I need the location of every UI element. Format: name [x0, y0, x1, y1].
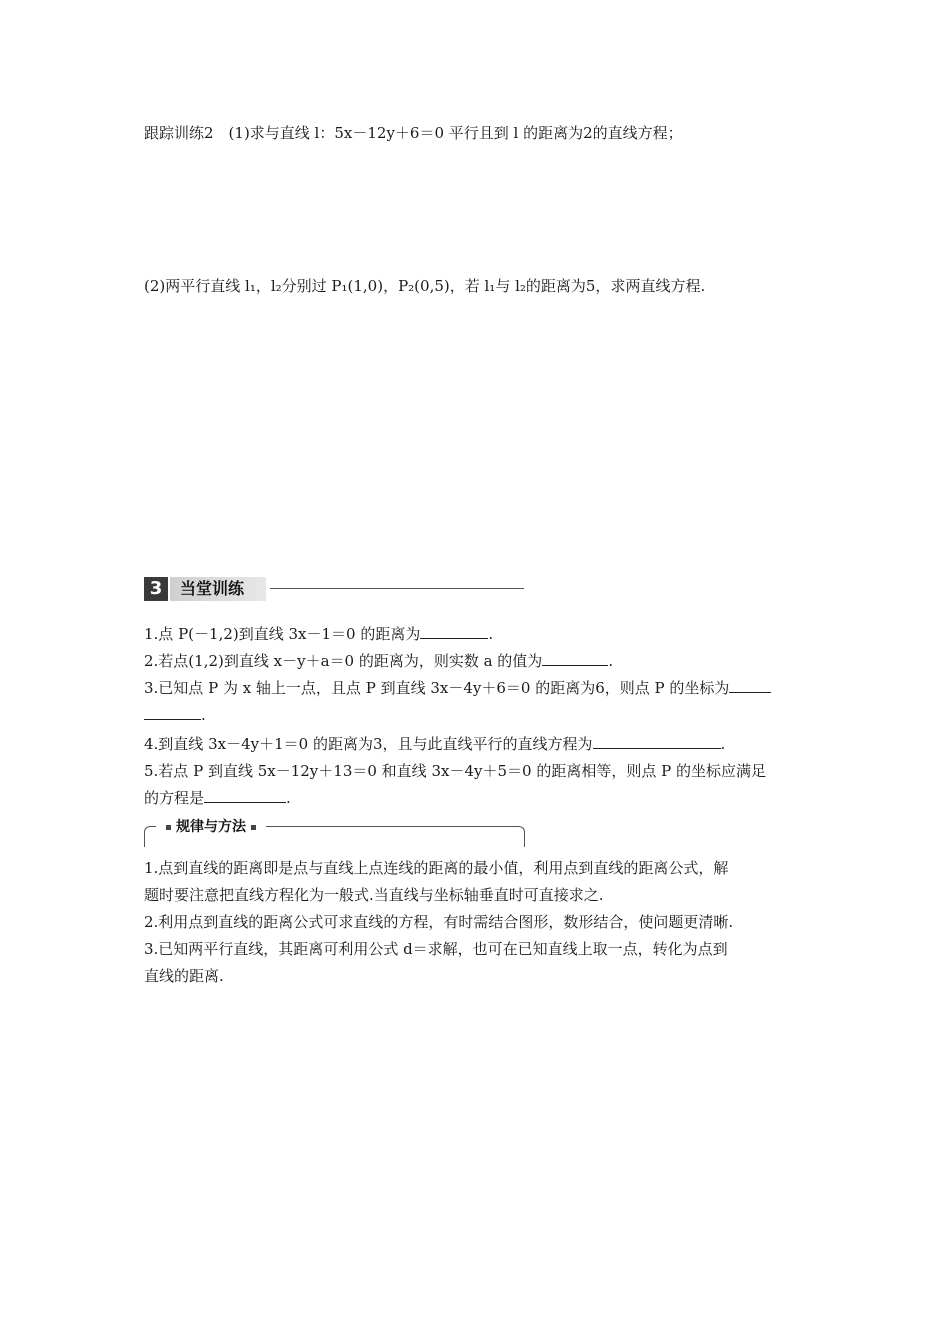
q1-text: 1.点 P(－1,2)到直线 3x－1＝0 的距离为	[144, 625, 421, 643]
section3-number: 3	[144, 577, 168, 601]
method-line-2: 题时要注意把直线方程化为一般式.当直线与坐标轴垂直时可直接求之.	[144, 886, 604, 904]
square-bullet-icon	[251, 825, 256, 830]
practice-q3-line1	[144, 676, 771, 700]
section3-header	[144, 577, 524, 603]
practice-q4	[144, 732, 725, 756]
q2-answer-blank[interactable]	[542, 651, 608, 666]
method-line-1: 1.点到直线的距离即是点与直线上点连线的距离的最小值，利用点到直线的距离公式，解	[144, 859, 729, 877]
q5-answer-blank[interactable]	[204, 788, 286, 803]
q2-text: 2.若点(1,2)到直线 x－y＋a＝0 的距离为，则实数 a 的值为	[144, 652, 543, 670]
q1-answer-blank[interactable]	[420, 624, 488, 639]
section3-title: 当堂训练	[180, 579, 245, 598]
q3-answer-blank-part2[interactable]	[144, 705, 201, 720]
method-line-3: 2.利用点到直线的距离公式可求直线的方程，有时需结合图形，数形结合，使问题更清晰.	[144, 913, 734, 931]
q5-end: .	[286, 789, 291, 807]
q3-end: .	[201, 706, 206, 724]
method-line-5: 直线的距离.	[144, 967, 224, 985]
q3-answer-blank-part1[interactable]	[729, 678, 771, 693]
square-bullet-icon	[166, 825, 171, 830]
method-line-4: 3.已知两平行直线，其距离可利用公式 d＝求解，也可在已知直线上取一点，转化为点到	[144, 940, 728, 958]
q4-end: .	[720, 735, 726, 753]
practice-q5-line2	[144, 786, 291, 810]
exercise2-part1: 跟踪训练2 (1)求与直线 l：5x－12y＋6＝0 平行且到 l 的距离为2的直线方程；	[144, 124, 683, 142]
q2-end: .	[608, 652, 614, 670]
method-title	[156, 818, 266, 836]
practice-q3-line2	[144, 703, 206, 727]
q5-text: 的方程是	[144, 789, 205, 807]
exercise2-part2: (2)两平行直线 l₁，l₂分别过 P₁(1,0)，P₂(0,5)，若 l₁与 l₂的距离为5，求两直线方程.	[144, 277, 706, 295]
practice-q5-line1: 5.若点 P 到直线 5x－12y＋13＝0 和直线 3x－4y＋5＝0 的距离相等，则点 P 的坐标应满足	[144, 762, 766, 780]
q3-text: 3.已知点 P 为 x 轴上一点，且点 P 到直线 3x－4y＋6＝0 的距离为6，则点 P 的坐标为	[144, 679, 730, 697]
method-title-text: 规律与方法	[176, 819, 246, 835]
practice-q2	[144, 649, 613, 673]
section3-rule	[270, 588, 524, 589]
q4-text: 4.到直线 3x－4y＋1＝0 的距离为3，且与此直线平行的直线方程为	[144, 735, 593, 753]
practice-q1	[144, 622, 493, 646]
q4-answer-blank[interactable]	[593, 734, 721, 749]
q1-end: .	[488, 625, 494, 643]
